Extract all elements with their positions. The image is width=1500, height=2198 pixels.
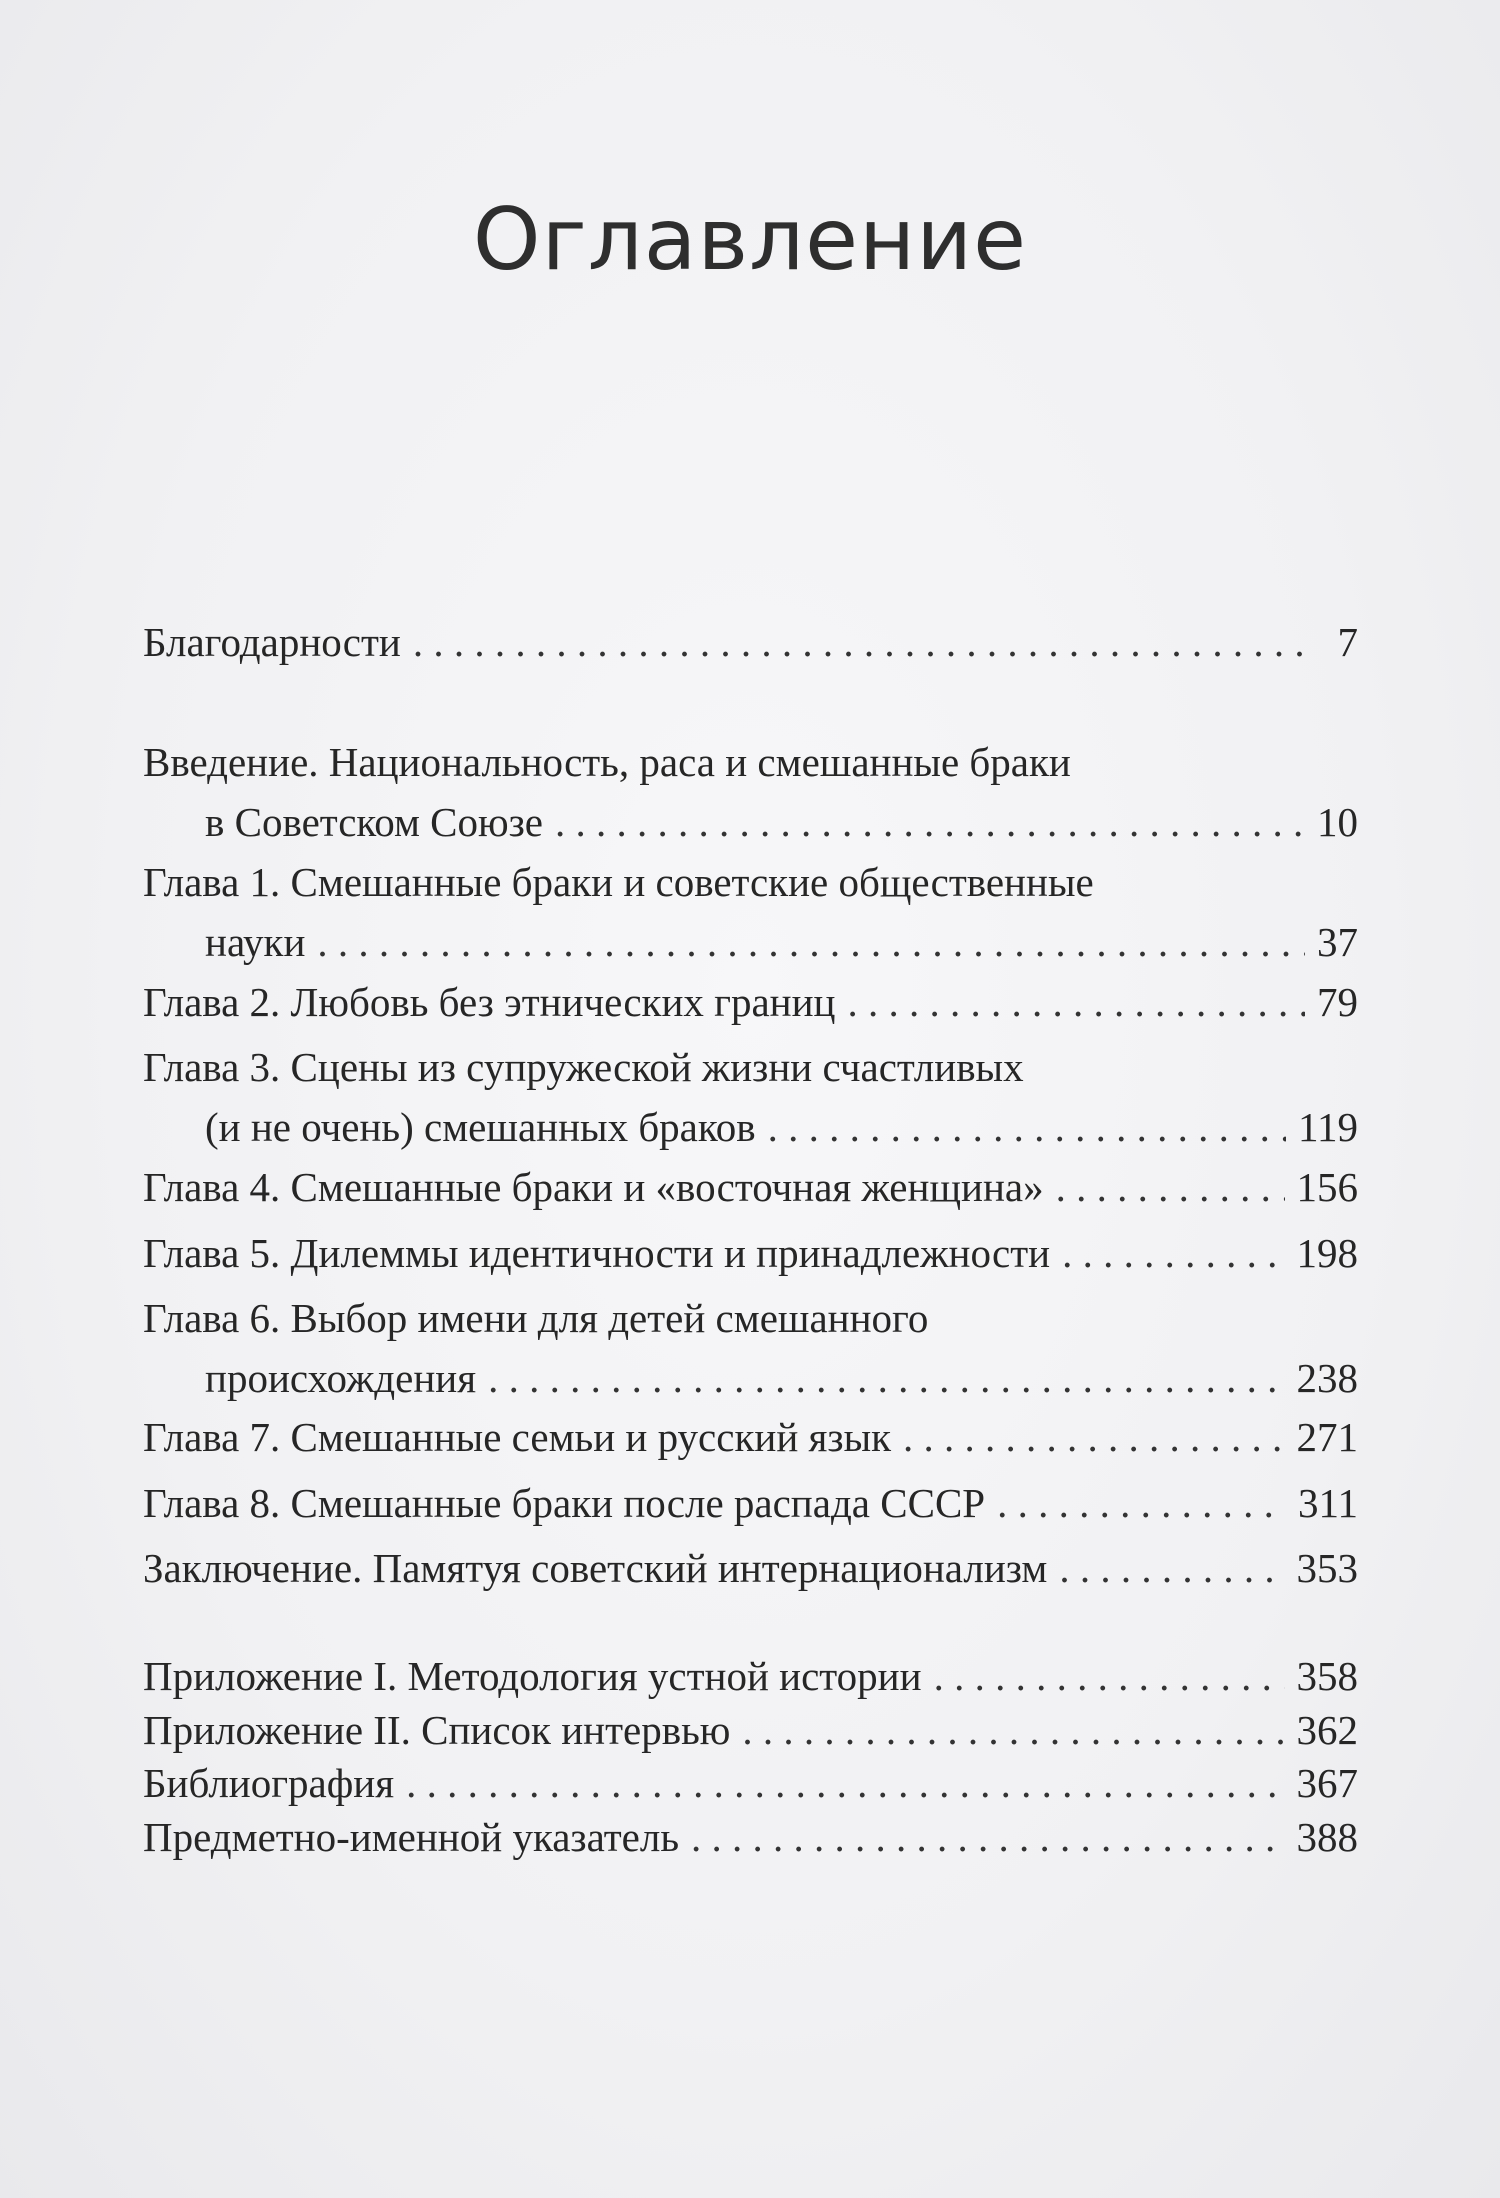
dot-leader: [742, 1700, 1284, 1760]
toc-entry-bibliography[interactable]: [143, 1753, 1358, 1813]
toc-page-number: 388: [1296, 1814, 1358, 1860]
toc-entry-appendix-2[interactable]: [143, 1700, 1358, 1760]
toc-entry-title-line1: Глава 1. Смешанные браки и советские общественные: [143, 859, 1094, 905]
toc-page-number: 10: [1317, 799, 1358, 845]
dot-leader: [934, 1646, 1285, 1706]
toc-page-number: 358: [1296, 1653, 1358, 1699]
toc-entry-title: Глава 4. Смешанные браки и «восточная женщина»: [143, 1164, 1044, 1210]
toc-entry-title: Глава 7. Смешанные семьи и русский язык: [143, 1414, 892, 1460]
toc-page-number: 271: [1296, 1414, 1358, 1460]
toc-entry-chapter-8[interactable]: [143, 1473, 1358, 1533]
toc-entry-chapter-4[interactable]: [143, 1157, 1358, 1217]
toc-page-number: 79: [1317, 979, 1358, 1025]
dot-leader: [317, 912, 1305, 972]
dot-leader: [997, 1473, 1286, 1533]
toc-page-number: 367: [1296, 1760, 1358, 1806]
toc-entry-title: Библиография: [143, 1760, 395, 1806]
toc-page-number: 37: [1317, 919, 1358, 965]
toc-entry-chapter-2[interactable]: [143, 972, 1358, 1032]
toc-entry-index[interactable]: [143, 1807, 1358, 1867]
toc-entry-title: Заключение. Памятуя советский интернационализм: [143, 1545, 1048, 1591]
toc-entry-introduction[interactable]: [143, 732, 1358, 852]
toc-entry-chapter-7[interactable]: [143, 1407, 1358, 1467]
toc-entry-title: науки: [205, 919, 306, 965]
toc-page-number: 156: [1296, 1164, 1358, 1210]
toc-entry-title: Приложение II. Список интервью: [143, 1707, 731, 1753]
dot-leader: [848, 972, 1306, 1032]
toc-entry-title: Глава 2. Любовь без этнических границ: [143, 979, 836, 1025]
toc-page-number: 362: [1296, 1707, 1358, 1753]
dot-leader: [488, 1348, 1284, 1408]
toc-entry-title-line1: Глава 6. Выбор имени для детей смешанного: [143, 1295, 929, 1341]
page-title: Оглавление: [472, 190, 1028, 290]
toc-entry-appendix-1[interactable]: [143, 1646, 1358, 1706]
toc-entry-title: Приложение I. Методология устной истории: [143, 1653, 922, 1699]
dot-leader: [768, 1097, 1286, 1157]
dot-leader: [903, 1407, 1284, 1467]
toc-entry-title-line1: Глава 3. Сцены из супружеской жизни счастливых: [143, 1044, 1024, 1090]
toc-entry-title: (и не очень) смешанных браков: [205, 1104, 756, 1150]
toc-entry-chapter-6[interactable]: [143, 1288, 1358, 1408]
toc-page-number: 119: [1298, 1104, 1358, 1150]
dot-leader: [1059, 1538, 1284, 1598]
toc-page-number: 198: [1296, 1230, 1358, 1276]
toc-entry-chapter-1[interactable]: [143, 852, 1358, 972]
toc-entry-title-line1: Введение. Национальность, раса и смешанные браки: [143, 739, 1071, 785]
dot-leader: [691, 1807, 1284, 1867]
toc-entry-acknowledgements[interactable]: [143, 612, 1358, 672]
toc-entry-title: Глава 8. Смешанные браки после распада СССР: [143, 1480, 986, 1526]
dot-leader: [413, 612, 1306, 672]
toc-entry-title: Благодарности: [143, 619, 401, 665]
toc-page-number: 238: [1296, 1355, 1358, 1401]
dot-leader: [406, 1753, 1284, 1813]
toc-page-number: 7: [1337, 619, 1358, 665]
toc-page-number: 311: [1298, 1480, 1358, 1526]
toc-entry-title: Глава 5. Дилеммы идентичности и принадлежности: [143, 1230, 1051, 1276]
toc-entry-title: в Советском Союзе: [205, 799, 544, 845]
toc-entry-chapter-3[interactable]: [143, 1037, 1358, 1157]
toc-entry-title: Предметно-именной указатель: [143, 1814, 680, 1860]
dot-leader: [1056, 1157, 1285, 1217]
toc-entry-chapter-5[interactable]: [143, 1223, 1358, 1283]
toc-entry-title: происхождения: [205, 1355, 477, 1401]
toc-page-number: 353: [1296, 1545, 1358, 1591]
toc-entry-conclusion[interactable]: [143, 1538, 1358, 1598]
dot-leader: [1062, 1223, 1284, 1283]
dot-leader: [555, 792, 1305, 852]
